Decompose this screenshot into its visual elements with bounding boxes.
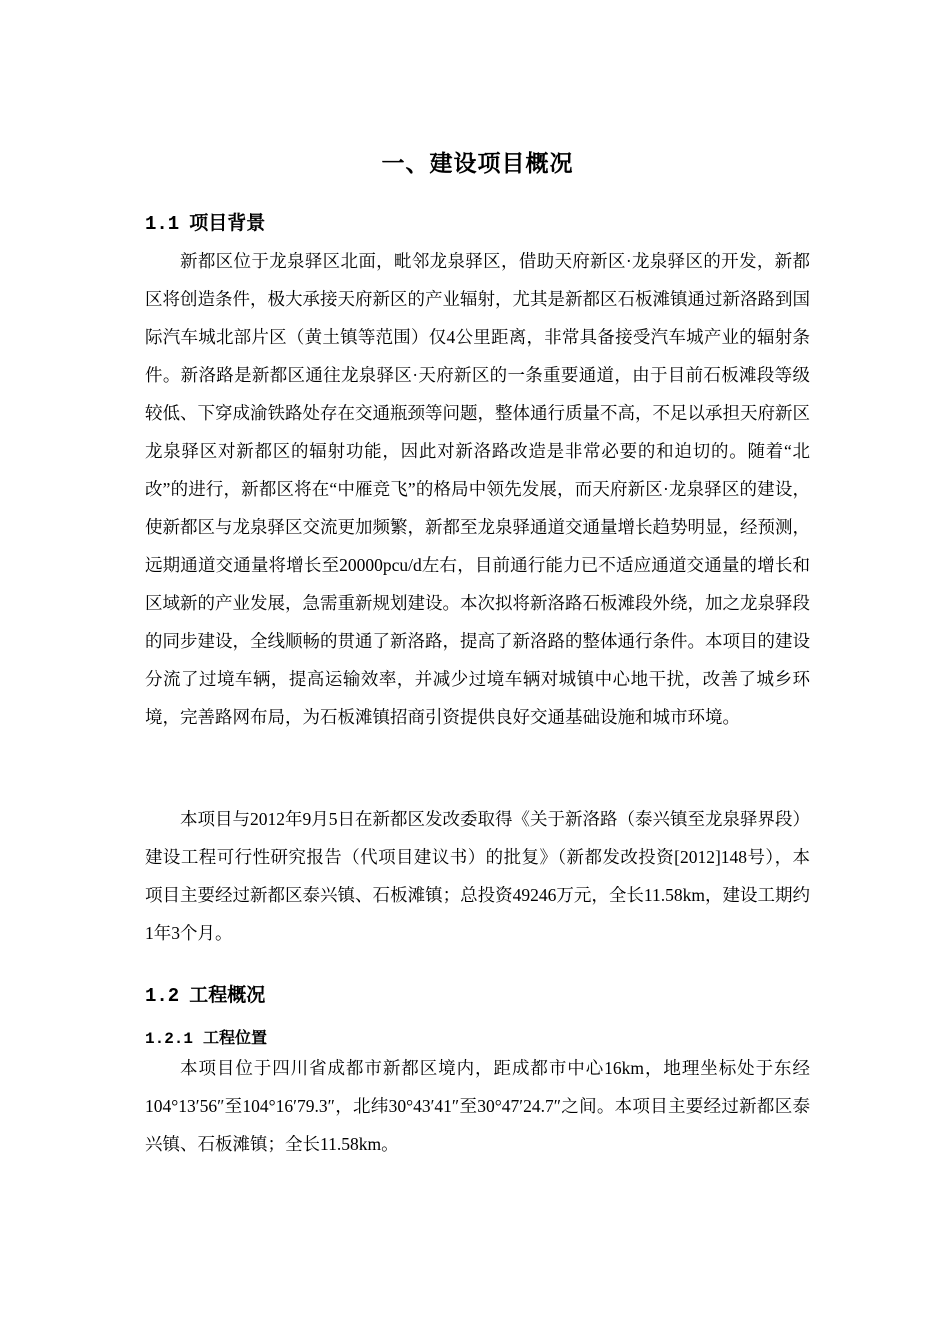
chapter-title: 一、建设项目概况: [381, 151, 574, 176]
paragraph-background-2: 本项目与2012年9月5日在新都区发改委取得《关于新洛路（泰兴镇至龙泉驿界段）建设工程可行性研究报告（代项目建议书）的批复》（新都发改投资[2012]148号），本项目主要经过新都区泰兴镇、石板滩镇；总投资49246万元，全长11.58km，建设工期约1年3个月。: [145, 809, 810, 943]
section-title: 项目背景: [189, 213, 266, 234]
paragraph-location: 本项目位于四川省成都市新都区境内，距成都市中心16km，地理坐标处于东经104°13′56″至104°16′79.3″，北纬30°43′41″至30°47′24.7″之间。本项目主要经过新都区泰兴镇、石板滩镇；全长11.58km。: [145, 1058, 810, 1154]
section-title: 工程概况: [189, 985, 266, 1006]
paragraph-background-1: 新都区位于龙泉驿区北面，毗邻龙泉驿区，借助天府新区·龙泉驿区的开发，新都区将创造条件，极大承接天府新区的产业辐射，尤其是新都区石板滩镇通过新洛路到国际汽车城北部片区（黄土镇等范围）仅4公里距离，非常具备接受汽车城产业的辐射条件。新洛路是新都区通往龙泉驿区·天府新区的一条重要通道，由于目前石板滩段等级较低、下穿成渝铁路处存在交通瓶颈等问题，整体通行质量不高，不足以承担天府新区龙泉驿区对新都区的辐射功能，因此对新洛路改造是非常必要的和迫切的。随着“北改”的进行，新都区将在“中雁竞飞”的格局中领先发展，而天府新区·龙泉驿区的建设，使新都区与龙泉驿区交流更加频繁，新都至龙泉驿通道交通量增长趋势明显，经预测，远期通道交通量将增长至20000pcu/d左右，目前通行能力已不适应通道交通量的增长和区域新的产业发展，急需重新规划建设。本次拟将新洛路石板滩段外绕，加之龙泉驿段的同步建设，全线顺畅的贯通了新洛路，提高了新洛路的整体通行条件。本项目的建设分流了过境车辆，提高运输效率，并减少过境车辆对城镇中心地干扰，改善了城乡环境，完善路网布局，为石板滩镇招商引资提供良好交通基础设施和城市环境。: [145, 251, 810, 727]
section-heading-background: [145, 210, 265, 238]
section-heading-overview: [145, 982, 265, 1010]
section-number: 1.2: [145, 985, 180, 1007]
subsection-number: 1.2.1: [145, 1030, 194, 1048]
section-number: 1.1: [145, 213, 180, 235]
subsection-heading-location: [145, 1027, 267, 1051]
subsection-title: 工程位置: [203, 1030, 268, 1047]
